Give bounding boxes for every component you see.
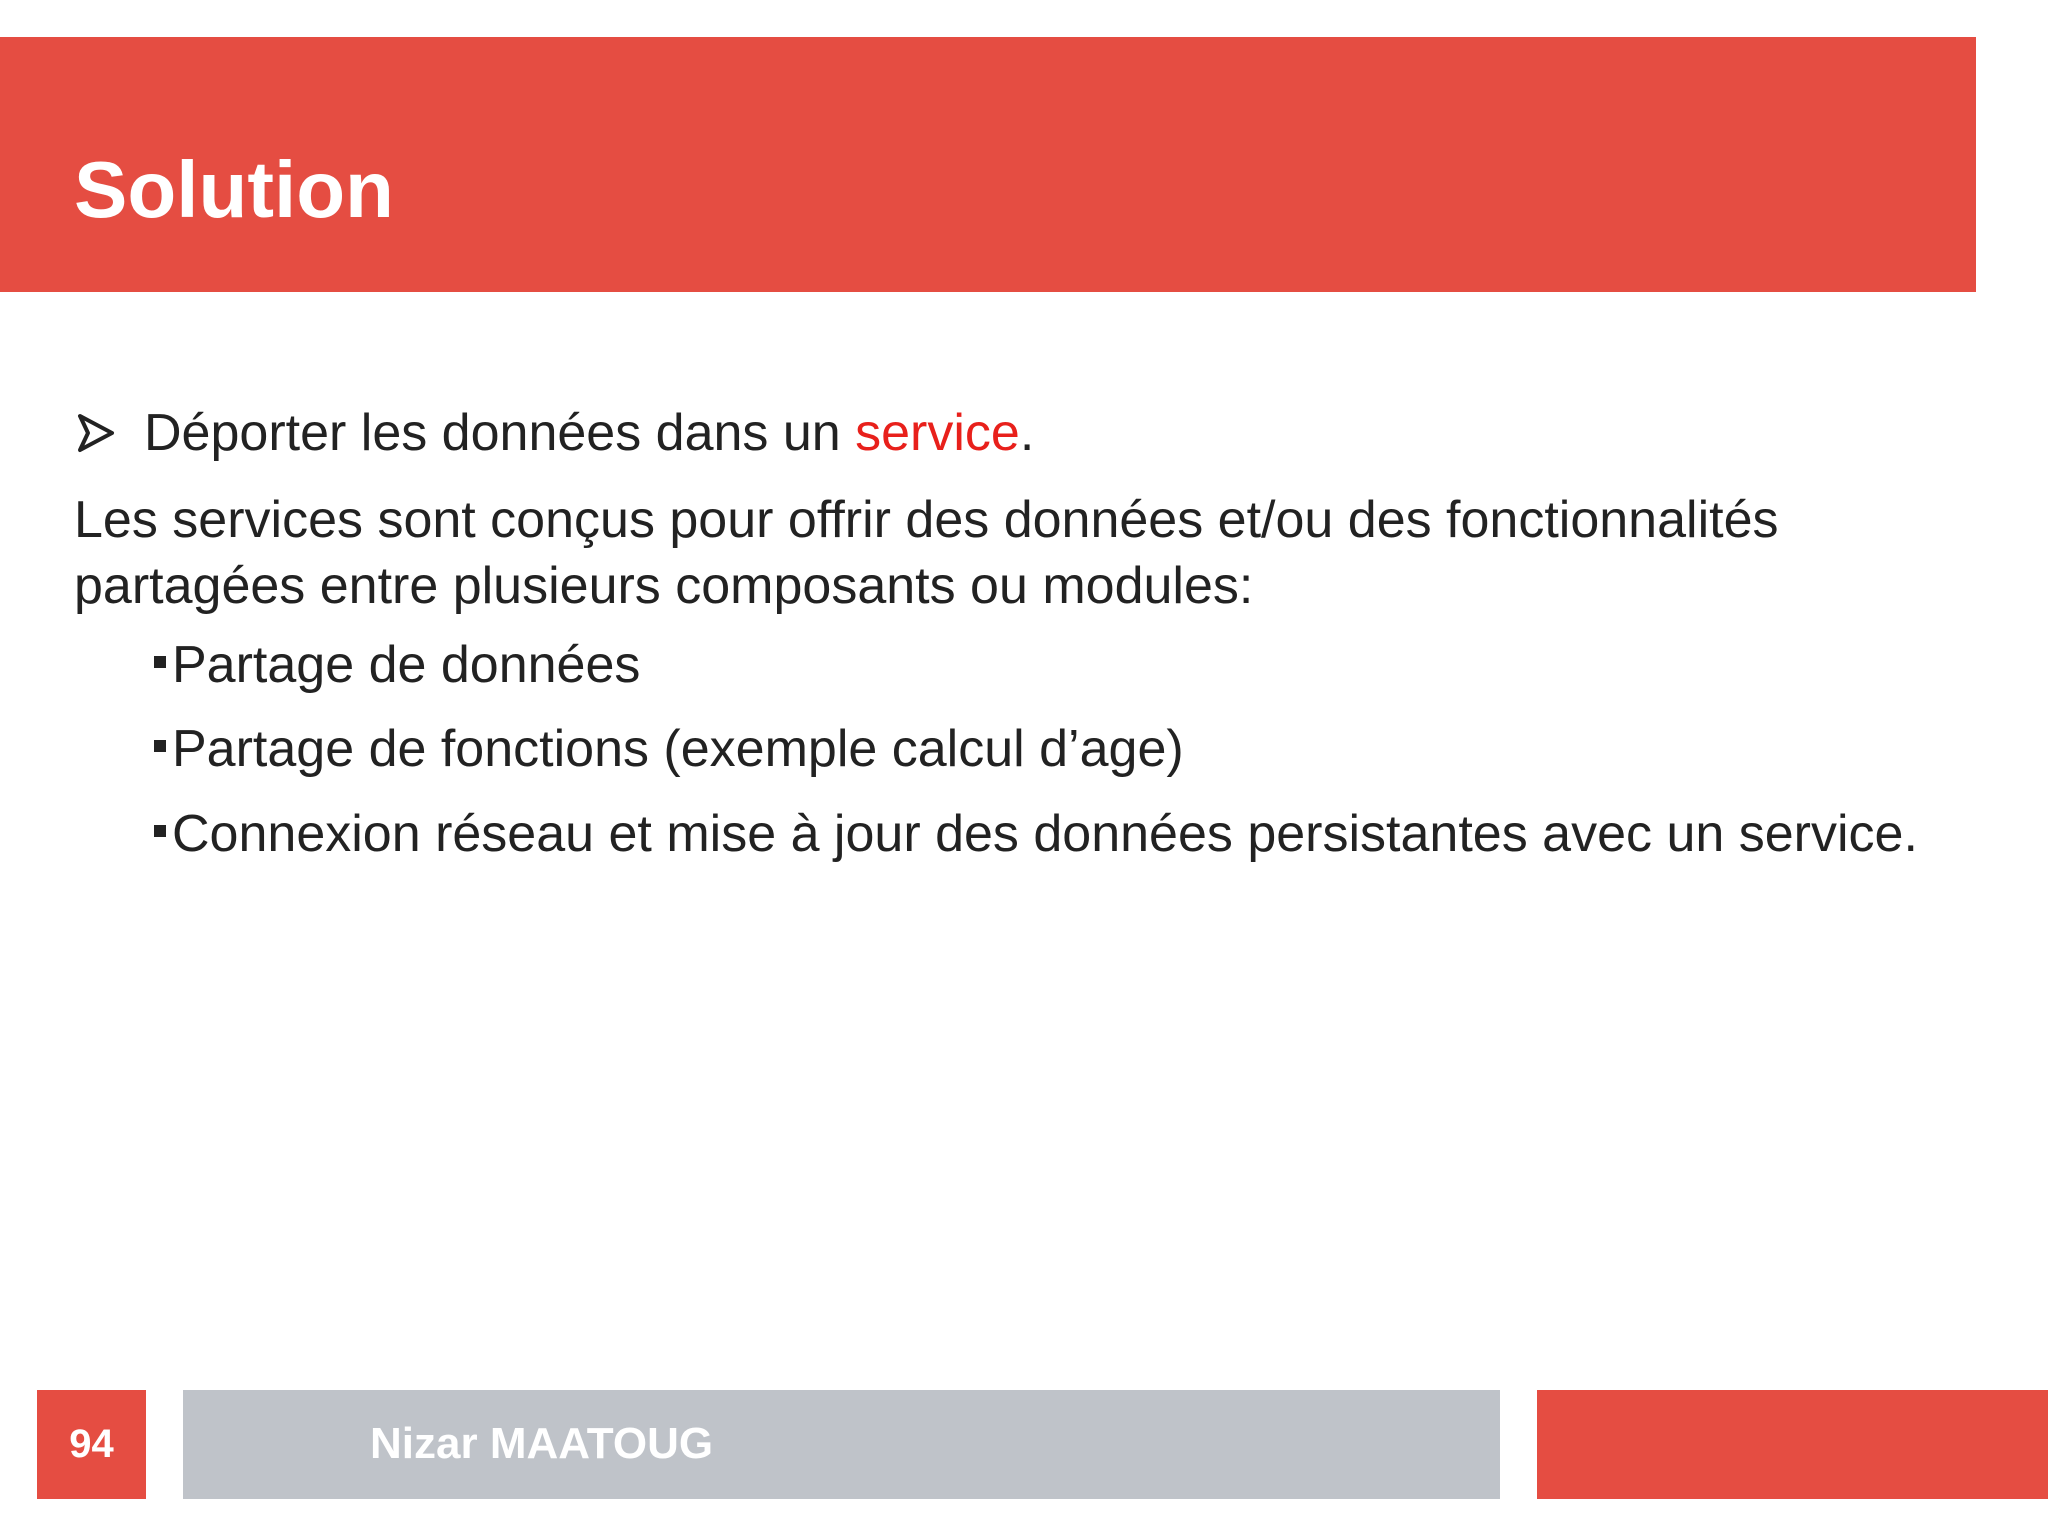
slide-title: Solution (74, 145, 394, 234)
arrow-bullet-icon (74, 412, 116, 454)
square-bullet-icon (154, 656, 166, 668)
sub-item (154, 632, 1936, 699)
square-bullet-icon (154, 740, 166, 752)
main-bullet-text (144, 400, 1034, 467)
sub-list (154, 632, 1936, 868)
sub-item-text: Partage de fonctions (exemple calcul d’age) (172, 720, 1184, 779)
service-highlight: service (855, 404, 1020, 462)
slide-content (74, 400, 1936, 885)
square-bullet-icon (154, 825, 166, 837)
main-bullet-prefix: Déporter les données dans un (144, 404, 856, 462)
footer-accent-block (1537, 1390, 2048, 1499)
sub-item-text: Partage de données (172, 635, 641, 694)
sub-item-text: Connexion réseau et mise à jour des données persistantes avec un service. (172, 804, 1918, 863)
page-number: 94 (37, 1390, 146, 1499)
sub-item (154, 801, 1936, 868)
main-bullet-suffix: . (1019, 404, 1035, 462)
sub-item (154, 716, 1936, 783)
footer-author: Nizar MAATOUG (370, 1419, 714, 1468)
services-paragraph: Les services sont conçus pour offrir des données et/ou des fonctionnalités partagées entre plusieurs composants ou modules: (74, 490, 1779, 616)
main-bullet (74, 400, 1936, 467)
